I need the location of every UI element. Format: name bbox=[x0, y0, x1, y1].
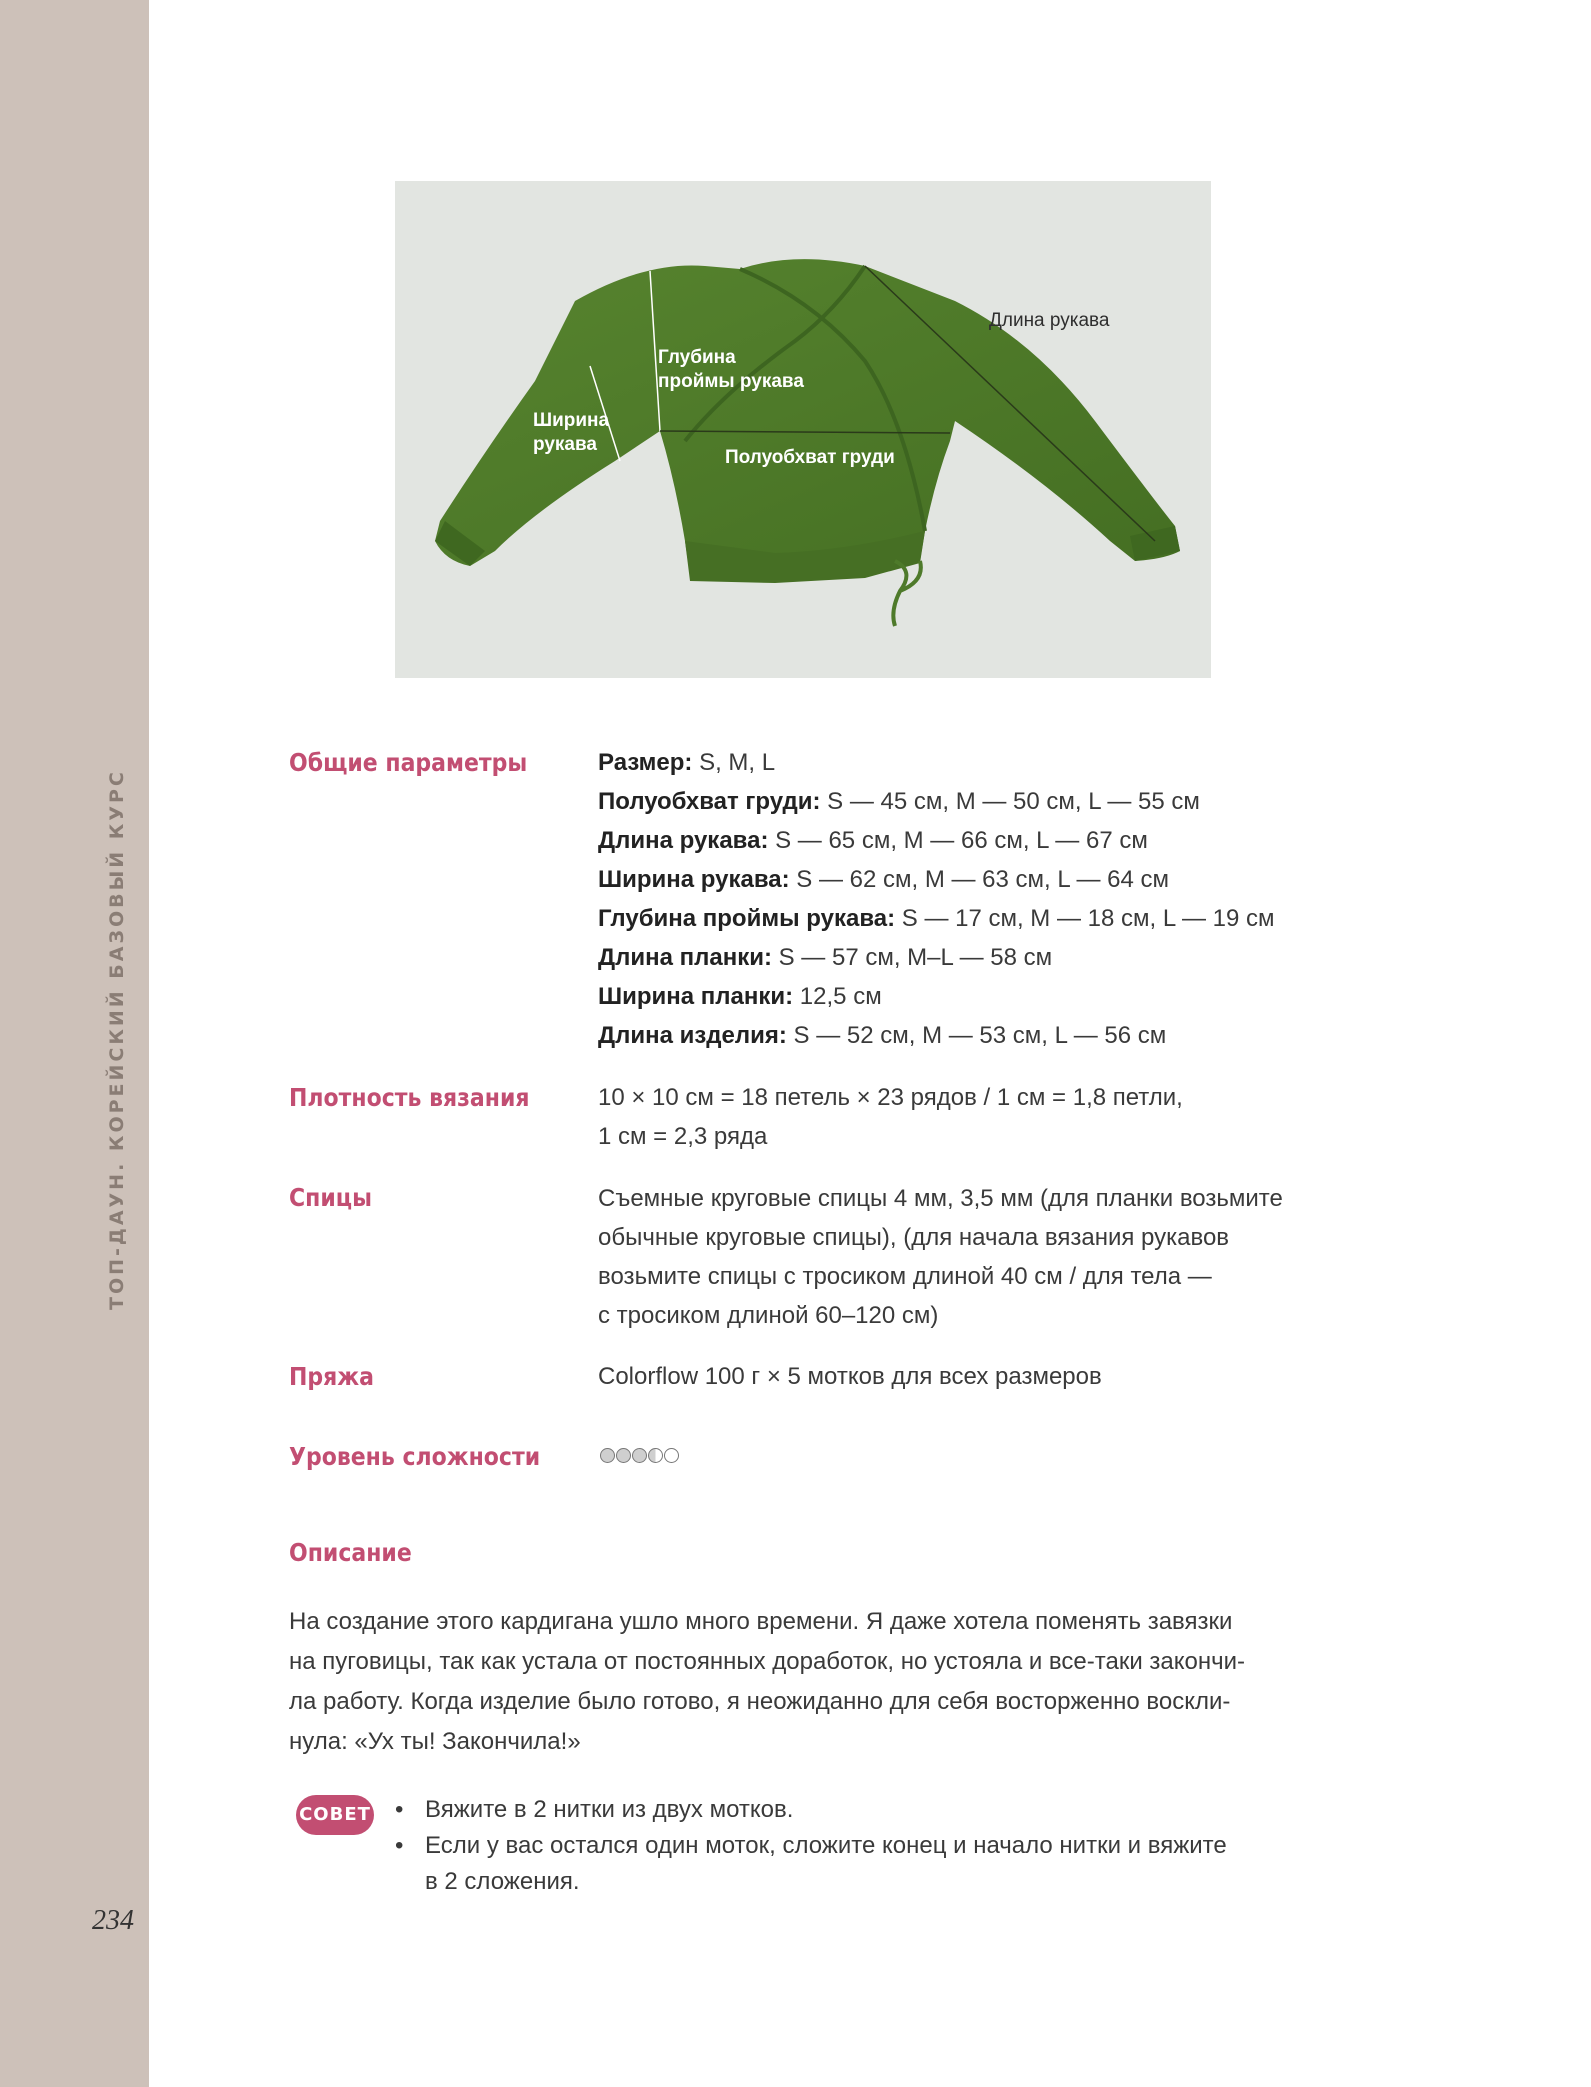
difficulty-dot-empty-icon bbox=[664, 1448, 679, 1463]
description-line: ла работу. Когда изделие было готово, я неожиданно для себя восторженно воскли- bbox=[289, 1688, 1231, 1715]
gauge-text bbox=[598, 1078, 1183, 1156]
sweater-photo bbox=[395, 181, 1211, 678]
running-title: ТОП-ДАУН. КОРЕЙСКИЙ БАЗОВЫЙ КУРС bbox=[106, 769, 128, 1310]
label-armhole-depth-1: Глубина bbox=[658, 347, 736, 368]
tie-string bbox=[893, 561, 920, 626]
param-row: Длина изделия: S — 52 см, M — 53 см, L — 56 см bbox=[598, 1022, 1167, 1049]
label-sleeve-width-2: рукава bbox=[533, 434, 597, 455]
needles-header: Спицы bbox=[289, 1183, 372, 1212]
param-row: Длина планки: S — 57 см, M–L — 58 см bbox=[598, 944, 1053, 971]
param-row: Глубина проймы рукава: S — 17 см, M — 18 см, L — 19 см bbox=[598, 905, 1275, 932]
tip-badge: СОВЕТ bbox=[296, 1795, 374, 1835]
yarn-text: Colorflow 100 г × 5 мотков для всех размеров bbox=[598, 1363, 1102, 1390]
tip-item: • Вяжите в 2 нитки из двух мотков. bbox=[395, 1792, 1295, 1828]
needles-line: с тросиком длиной 60–120 см) bbox=[598, 1302, 939, 1329]
param-row: Ширина рукава: S — 62 см, M — 63 см, L — 64 см bbox=[598, 866, 1170, 893]
description-line: на пуговицы, так как устала от постоянных доработок, но устояла и все-таки закончи- bbox=[289, 1648, 1246, 1675]
params-list bbox=[598, 743, 1275, 1055]
param-row: Полуобхват груди: S — 45 см, M — 50 см, L — 55 см bbox=[598, 788, 1200, 815]
description-header: Описание bbox=[289, 1538, 412, 1567]
tip-list bbox=[395, 1792, 1295, 1900]
needles-line: Съемные круговые спицы 4 мм, 3,5 мм (для планки возьмите bbox=[598, 1185, 1283, 1212]
difficulty-dot-icon bbox=[616, 1448, 631, 1463]
gauge-line: 1 см = 2,3 ряда bbox=[598, 1123, 768, 1150]
description-text bbox=[289, 1602, 1319, 1762]
label-armhole-depth-2: проймы рукава bbox=[658, 371, 804, 392]
sidebar bbox=[0, 0, 149, 2087]
page-number: 234 bbox=[92, 1905, 134, 1936]
param-row: Ширина планки: 12,5 см bbox=[598, 983, 882, 1010]
needles-text bbox=[598, 1179, 1283, 1335]
gauge-line: 10 × 10 см = 18 петель × 23 рядов / 1 см = 1,8 петли, bbox=[598, 1084, 1183, 1111]
gauge-header: Плотность вязания bbox=[289, 1083, 530, 1112]
description-line: На создание этого кардигана ушло много времени. Я даже хотела поменять завязки bbox=[289, 1608, 1233, 1635]
difficulty-dot-half-icon bbox=[648, 1448, 663, 1463]
label-sleeve-length: Длина рукава bbox=[989, 310, 1110, 331]
tip-item: • Если у вас остался один моток, сложите конец и начало нитки и вяжите в 2 сложения. bbox=[395, 1828, 1295, 1900]
yarn-header: Пряжа bbox=[289, 1362, 375, 1391]
difficulty-rating bbox=[600, 1448, 680, 1463]
needles-line: возьмите спицы с тросиком длиной 40 см / для тела — bbox=[598, 1263, 1212, 1290]
difficulty-dot-icon bbox=[600, 1448, 615, 1463]
param-row: Длина рукава: S — 65 см, M — 66 см, L — 67 см bbox=[598, 827, 1148, 854]
params-header: Общие параметры bbox=[289, 748, 528, 777]
difficulty-dot-icon bbox=[632, 1448, 647, 1463]
sweater-illustration bbox=[395, 181, 1211, 678]
param-row: Размер: S, M, L bbox=[598, 749, 776, 776]
description-line: нула: «Ух ты! Закончила!» bbox=[289, 1728, 581, 1755]
difficulty-header: Уровень сложности bbox=[289, 1442, 541, 1471]
needles-line: обычные круговые спицы), (для начала вязания рукавов bbox=[598, 1224, 1230, 1251]
label-sleeve-width-1: Ширина bbox=[533, 410, 610, 431]
label-half-chest: Полуобхват груди bbox=[725, 447, 895, 468]
